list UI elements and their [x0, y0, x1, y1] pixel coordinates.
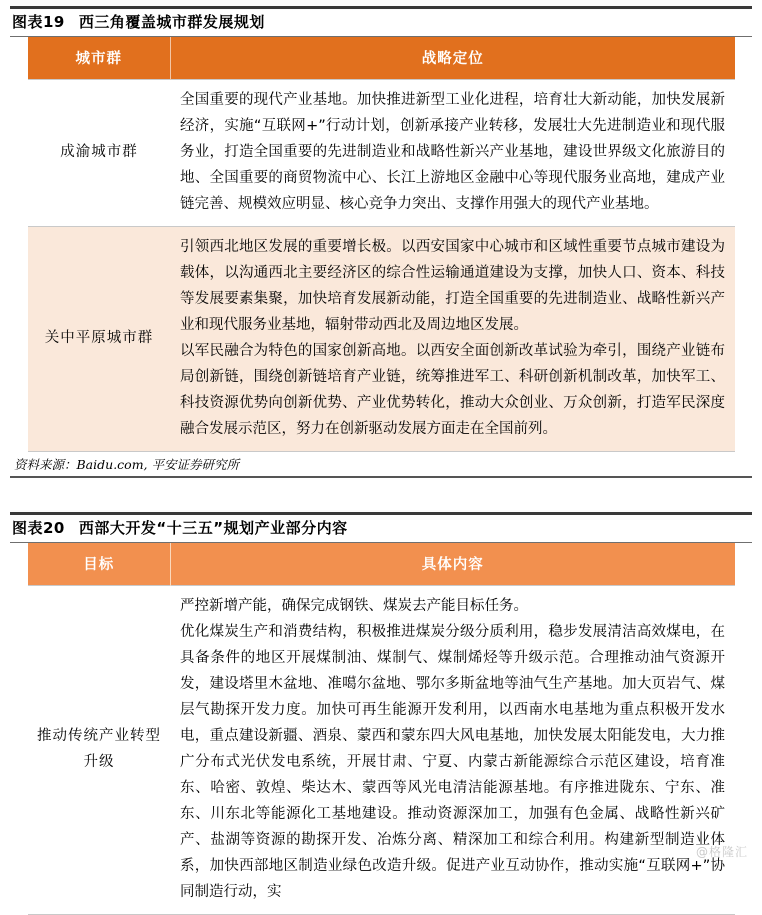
paragraph: 以军民融合为特色的国家创新高地。以西安全面创新改革试验为牵引，围绕产业链布局创新链，围绕创新链培育产业链，统筹推进军工、科研创新机制改革，加快军工、科技资源优势向创新优势、产业优势转化，推动大众创业、万众创新，打造军民深度融合发展示范区，努力在创新驱动发展方面走在全国前列。: [180, 342, 725, 437]
row-content-chengyu: [170, 79, 735, 226]
figure-19-title: [0, 9, 762, 36]
paragraph: 引领西北地区发展的重要增长极。以西安国家中心城市和区域性重要节点城市建设为载体，以沟通西北主要经济区的综合性运输通道建设为支撑，加快人口、资本、科技等发展要素集聚，加快培育发展新动能，打造全国重要的先进制造业、战略性新兴产业和现代服务业基地，辐射带动西北及周边地区发展。: [180, 238, 725, 333]
figure-20-table-head: [28, 543, 735, 586]
figure-19-number: 图表19: [12, 13, 65, 31]
paragraph: 优化煤炭生产和消费结构，积极推进煤炭分级分质利用，稳步发展清洁高效煤电，在具备条件的地区开展煤制油、煤制气、煤制烯烃等升级示范。合理推动油气资源开发，建设塔里木盆地、准噶尔盆地、鄂尔多斯盆地等油气生产基地。加大页岩气、煤层气勘探开发力度。加快可再生能源开发利用，以西南水电基地为重点积极开发水电，重点建设新疆、酒泉、蒙西和蒙东四大风电基地，加快发展太阳能发电，大力推广分布式光伏发电系统，开展甘肃、宁夏、内蒙古新能源综合示范区建设，培育准东、哈密、敦煌、柴达木、蒙西等风光电清洁能源基地。有序推进陇东、宁东、准东、川东北等能源化工基地建设。推动资源深加工，加强有色金属、战略性新兴矿产、盐湖等资源的勘探开发、冶炼分离、精深加工和综合利用。构建新型制造业体系，加快西部地区制造业绿色改造升级。促进产业互动协作，推动实施“互联网+”协同制造行动，实: [180, 623, 725, 900]
watermark: @格隆汇: [695, 845, 748, 859]
row-label-guanzhong: 关中平原城市群: [28, 226, 170, 451]
figure-19-table-body: [28, 79, 735, 451]
figure-20-title: [0, 515, 762, 542]
table-row: [28, 79, 735, 226]
paragraph: 全国重要的现代产业基地。加快推进新型工业化进程，培育壮大新动能，加快发展新经济，实施“互联网+”行动计划，创新承接产业转移，发展壮大先进制造业和现代服务业，打造全国重要的先进制造业和战略性新兴产业基地，建设世界级文化旅游目的地、全国重要的商贸物流中心、长江上游地区金融中心等现代服务业高地，建成产业链完善、规模效应明显、核心竞争力突出、支撑作用强大的现代产业基地。: [180, 91, 725, 212]
figure-20-title-text: 西部大开发“十三五”规划产业部分内容: [78, 519, 348, 537]
figure-19-table: [28, 37, 735, 452]
table-row: [28, 585, 735, 914]
figure-19-table-head: [28, 37, 735, 80]
figure-19-source-block: [0, 455, 762, 478]
row-label-traditional-industry-upgrade: 推动传统产业转型升级: [28, 585, 170, 914]
table-header-row: [28, 543, 735, 586]
figure-19-source-rule: [10, 476, 752, 478]
row-content-guanzhong: [170, 226, 735, 451]
column-header-city-cluster: 城市群: [28, 37, 170, 80]
figure-19-title-text: 西三角覆盖城市群发展规划: [78, 13, 265, 31]
row-content-traditional-industry-upgrade: [170, 585, 735, 914]
figure-20-number: 图表20: [12, 519, 65, 537]
column-header-goal: 目标: [28, 543, 170, 586]
table-header-row: [28, 37, 735, 80]
row-label-chengyu: 成渝城市群: [28, 79, 170, 226]
column-header-details: 具体内容: [170, 543, 735, 586]
figure-19-block: [0, 6, 762, 452]
column-header-strategic-positioning: 战略定位: [170, 37, 735, 80]
figure-20-table-body: [28, 585, 735, 914]
figure-19-source-text: 资料来源：Baidu.com, 平安证券研究所: [14, 457, 239, 472]
paragraph: 严控新增产能，确保完成钢铁、煤炭去产能目标任务。: [180, 597, 528, 614]
table-row: [28, 226, 735, 451]
figure-20-block: [0, 512, 762, 915]
figure-20-table: [28, 543, 735, 915]
